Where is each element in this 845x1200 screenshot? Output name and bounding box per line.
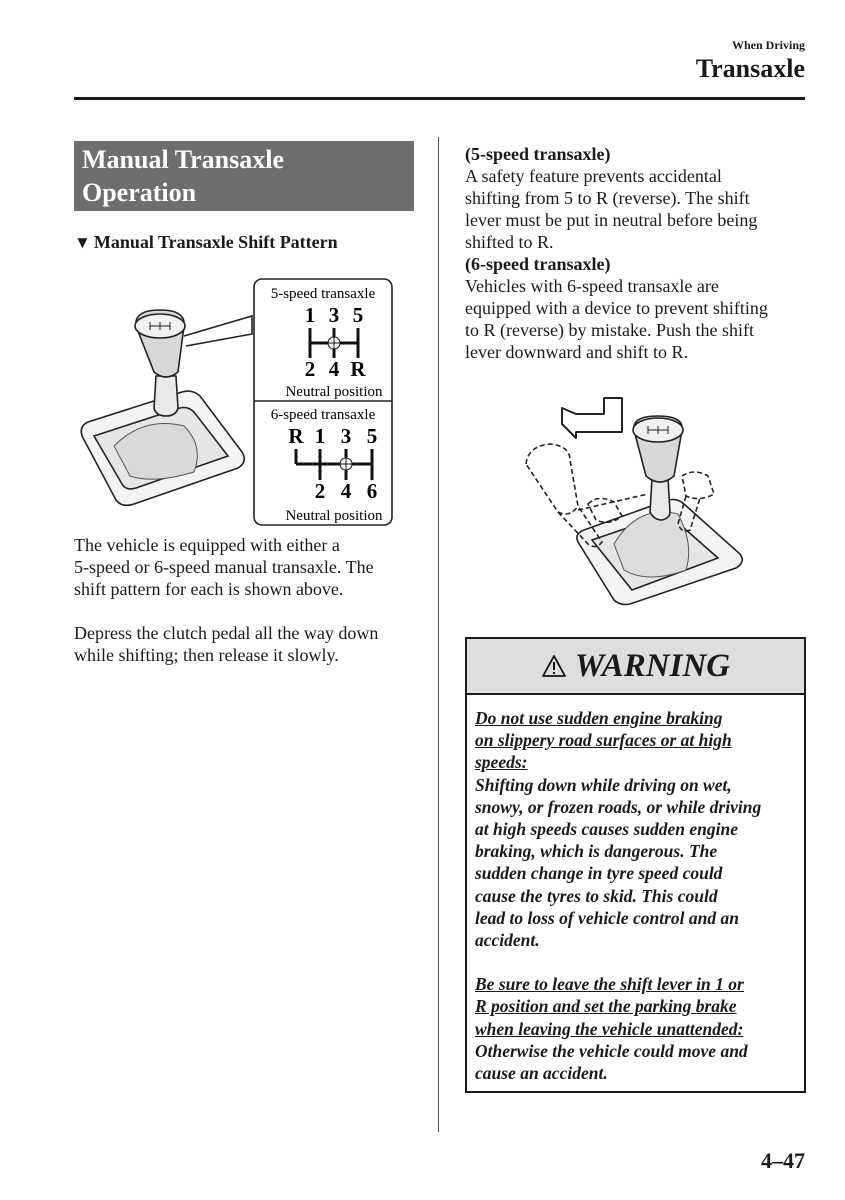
warning-text-line: cause an accident. bbox=[475, 1063, 608, 1084]
five-speed-gear-1: 1 bbox=[304, 303, 316, 327]
warning-text-line: sudden change in tyre speed could bbox=[475, 863, 723, 884]
text-line: Depress the clutch pedal all the way down bbox=[74, 623, 379, 643]
warning-text-line: braking, which is dangerous. The bbox=[475, 841, 718, 862]
section-title-line1: Manual Transaxle bbox=[82, 145, 285, 174]
warning-text-line: accident. bbox=[475, 930, 540, 951]
text-line: 5-speed or 6-speed manual transaxle. The bbox=[74, 557, 374, 577]
text-line: equipped with a device to prevent shifting bbox=[465, 298, 768, 318]
six-speed-gear-5: 5 bbox=[366, 424, 378, 448]
six-speed-gear-2: 2 bbox=[314, 479, 326, 503]
shift-pattern-illustration bbox=[74, 276, 414, 528]
five-speed-gear-r: R bbox=[350, 357, 366, 381]
warning-body bbox=[467, 695, 804, 1084]
six-speed-gear-4: 4 bbox=[340, 479, 352, 503]
warning-text-line: snowy, or frozen roads, or while driving bbox=[475, 796, 762, 817]
warning-title: WARNING bbox=[574, 647, 731, 684]
warning-heading-line: Do not use sudden engine braking bbox=[475, 708, 723, 728]
five-speed-neutral-label: Neutral position bbox=[285, 384, 383, 400]
warning-header bbox=[467, 639, 804, 695]
section-title bbox=[74, 141, 414, 211]
subsection-title bbox=[74, 232, 338, 253]
text-line: Vehicles with 6-speed transaxle are bbox=[465, 276, 719, 296]
reverse-shift-illustration bbox=[518, 394, 748, 610]
warning-text-line: Shifting down while driving on wet, bbox=[475, 774, 732, 795]
six-speed-note-heading: (6-speed transaxle) bbox=[465, 254, 611, 274]
five-speed-gear-3: 3 bbox=[328, 303, 340, 327]
warning-heading-line: Be sure to leave the shift lever in 1 or bbox=[475, 974, 744, 995]
six-speed-gear-3: 3 bbox=[340, 424, 352, 448]
text-line: lever downward and shift to R. bbox=[465, 342, 688, 362]
chapter-label: When Driving bbox=[731, 38, 805, 52]
intro-paragraph bbox=[74, 534, 419, 600]
five-speed-gear-2: 2 bbox=[304, 357, 316, 381]
text-line: A safety feature prevents accidental bbox=[465, 166, 722, 186]
clutch-paragraph bbox=[74, 622, 419, 666]
page-number: 4–47 bbox=[761, 1148, 805, 1173]
warning-heading-line: R position and set the parking brake bbox=[475, 996, 737, 1017]
warning-heading-line: speeds: bbox=[475, 752, 528, 773]
five-speed-gear-4: 4 bbox=[328, 357, 340, 381]
six-speed-gear-r: R bbox=[288, 424, 304, 448]
gear-lever-drawing bbox=[81, 310, 252, 505]
six-speed-label: 6-speed transaxle bbox=[270, 407, 376, 423]
spacer bbox=[475, 951, 796, 973]
warning-text-line: Otherwise the vehicle could move and bbox=[475, 1040, 748, 1061]
text-line: shifted to R. bbox=[465, 232, 554, 252]
warning-text-line: lead to loss of vehicle control and an bbox=[475, 907, 739, 928]
six-speed-neutral-marker bbox=[340, 458, 352, 470]
warning-box bbox=[465, 637, 806, 1093]
six-speed-gear-1: 1 bbox=[314, 424, 326, 448]
text-line: shift pattern for each is shown above. bbox=[74, 579, 344, 599]
text-line: while shifting; then release it slowly. bbox=[74, 645, 339, 665]
warning-text-line: at high speeds causes sudden engine bbox=[475, 819, 739, 840]
page-title: Transaxle bbox=[695, 54, 805, 83]
subsection-title-text: Manual Transaxle Shift Pattern bbox=[93, 232, 338, 252]
five-speed-note-heading: (5-speed transaxle) bbox=[465, 144, 611, 164]
text-line: to R (reverse) by mistake. Push the shift bbox=[465, 320, 754, 340]
header-rule bbox=[74, 97, 805, 100]
five-speed-note bbox=[465, 143, 810, 253]
triangle-marker-icon: ▼ bbox=[74, 233, 91, 252]
warning-text-line: cause the tyres to skid. This could bbox=[475, 885, 718, 906]
section-title-line2: Operation bbox=[82, 178, 197, 207]
five-speed-label: 5-speed transaxle bbox=[270, 286, 376, 302]
warning-heading-line: when leaving the vehicle unattended: bbox=[475, 1018, 744, 1039]
warning-heading-line: on slippery road surfaces or at high bbox=[475, 730, 732, 751]
five-speed-neutral-marker bbox=[328, 337, 340, 349]
text-line: The vehicle is equipped with either a bbox=[74, 535, 340, 555]
five-speed-gear-5: 5 bbox=[352, 303, 364, 327]
push-down-arrow-icon bbox=[562, 398, 622, 438]
text-line: shifting from 5 to R (reverse). The shift bbox=[465, 188, 750, 208]
column-divider bbox=[438, 137, 439, 1132]
six-speed-note bbox=[465, 253, 810, 363]
six-speed-neutral-label: Neutral position bbox=[285, 508, 383, 524]
six-speed-gear-6: 6 bbox=[366, 479, 378, 503]
text-line: lever must be put in neutral before being bbox=[465, 210, 758, 230]
warning-triangle-icon bbox=[541, 654, 567, 678]
